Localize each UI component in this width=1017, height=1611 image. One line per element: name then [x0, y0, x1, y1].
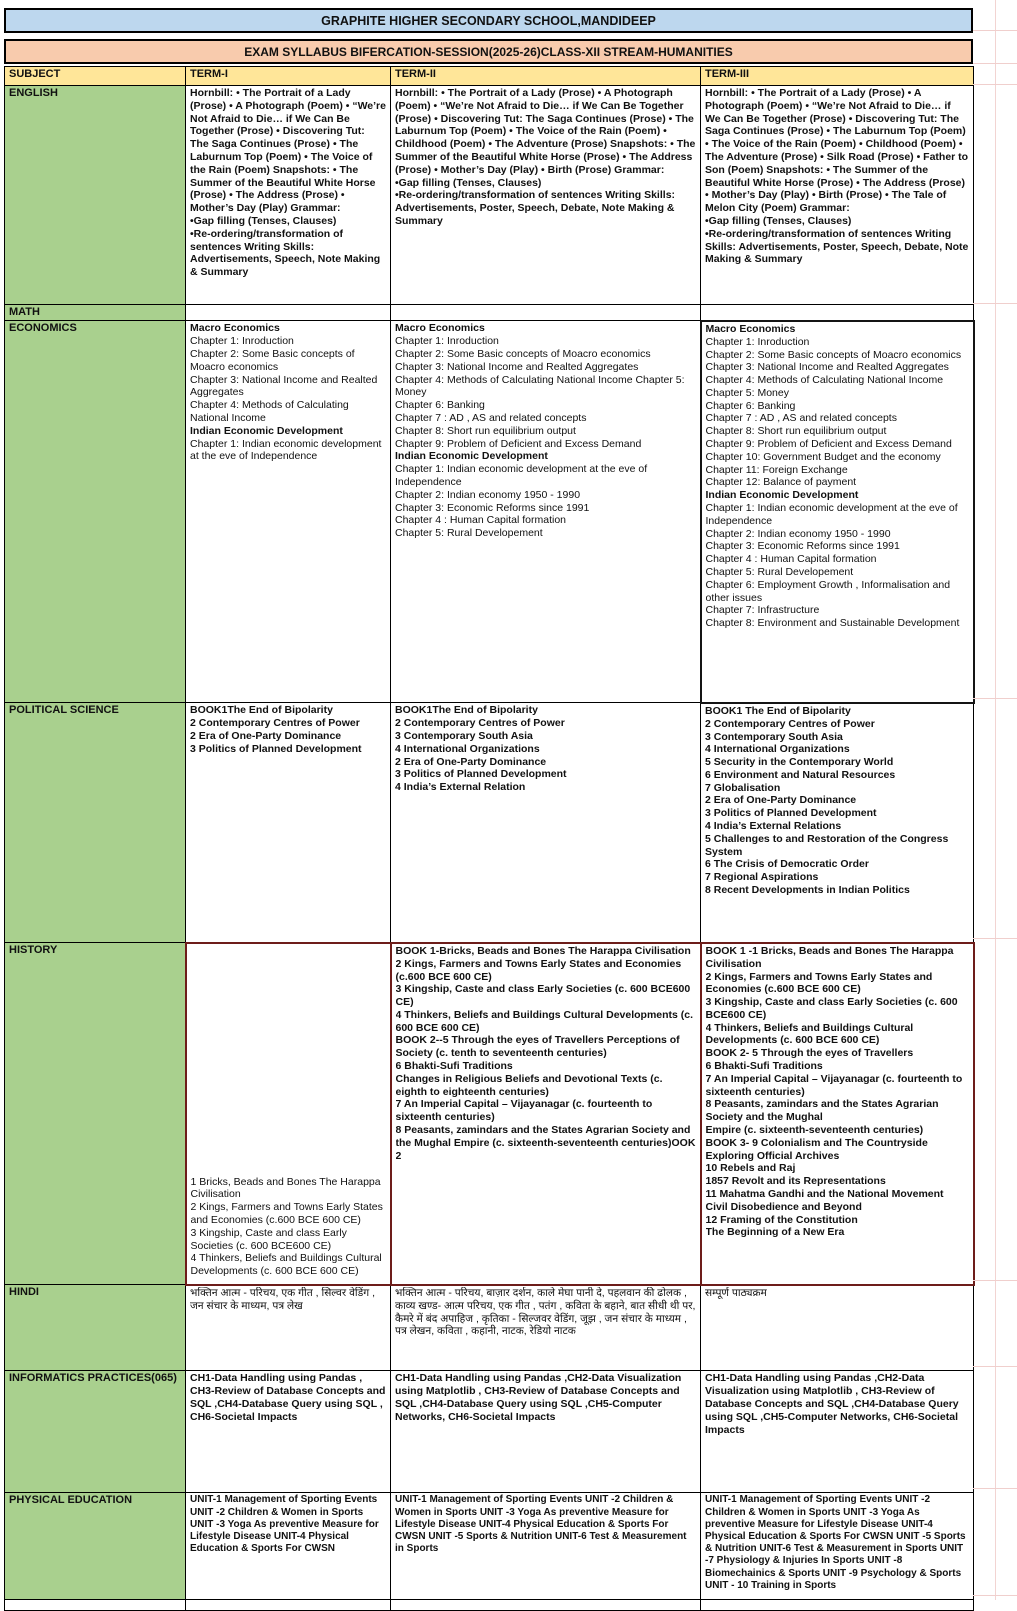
history-term2-text: BOOK 1-Bricks, Beads and Bones The Harappa Civilisation 2 Kings, Farmers and Towns Early States and Economies (c.600 BCE 600 CE) 3 Kingship, Caste and class Early Societies (c. 600 BCE600 CE) 4 Thinkers, Beliefs and Buildings Cultural Developments (c. 600 BCE 600 CE) BOOK 2--5 Through the eyes of Travellers Perceptions of Society (c. tenth to seventeenth centuries) 6 Bhakti-Sufi Traditions Changes in Religious Beliefs and Devotional Texts (c. eighth to eighteenth centuries) 7 An Imperial Capital – Vijayanagar (c. fourteenth to sixteenth centuries) 8 Peasants, zamindars and the States Agrarian Society and the Mughal Empire (c. sixteenth-seventeenth centuries)OOK 2 — [395, 944, 696, 1162]
hindi-term3-text: सम्पूर्ण पाठ्यक्रम — [705, 1286, 767, 1299]
margin-gridline — [973, 84, 1017, 85]
subject-cell-economics: ECONOMICS — [5, 321, 186, 703]
english-term3-text: Hornbill: • The Portrait of a Lady (Prose) • A Photograph (Poem) • “We’re Not Afraid to Die… if We Can Be Together (Prose) • Discovering Tut: The Saga Continues (Prose) • The Laburnum Top (Poem) • The Voice of the Rain (Poem) • Childhood (Poem) • The Adventure (Prose) • Silk Road (Prose) • Father to Son (Poem) Snapshots: • The Summer of the Beautiful White Horse (Prose) • The Address (Prose) • Mother’s Day (Play) • Birth (Prose) • The Tale of Melon City (Poem) Grammar: •Gap filling (Tenses, Clauses) •Re-ordering/transformation of sentences Writing Skills: Advertisements, Poster, Speech, Debate, Note Making & Summary — [705, 87, 969, 266]
cell-political-science-term1 — [186, 703, 391, 943]
margin-gridline — [973, 63, 1017, 64]
cell-math-term2 — [391, 305, 701, 321]
cell-hindi-term1 — [186, 1285, 391, 1371]
english-term2-text: Hornbill: • The Portrait of a Lady (Prose) • A Photograph (Poem) • “We’re Not Afraid to Die… if We Can Be Together (Prose) • Discovering Tut: The Saga Continues (Prose) • The Laburnum Top (Poem) • The Voice of the Rain (Poem) • Childhood (Poem) • The Adventure (Prose) Snapshots: • The Summer of the Beautiful White Horse (Prose) • The Address (Prose) • Mother’s Day (Play) • Birth (Prose) Grammar: •Gap filling (Tenses, Clauses) •Re-ordering/transformation of sentences Writing Skills: Advertisements, Poster, Speech, Debate, Note Making & Summary — [395, 87, 696, 227]
cell-physical-education-term2 — [391, 1493, 701, 1600]
cell-hindi-term3 — [701, 1285, 974, 1371]
column-header-term1: TERM-I — [186, 67, 391, 86]
margin-gridline — [973, 303, 1017, 304]
column-header-row — [5, 67, 974, 86]
table-row-english — [5, 86, 974, 305]
cell-english-term2 — [391, 86, 701, 305]
table-row-physical-education — [5, 1493, 974, 1600]
syllabus-table — [4, 66, 975, 1611]
political-science-term3-text: BOOK1 The End of Bipolarity 2 Contemporary Centres of Power 3 Contemporary South Asia 4 International Organizations 5 Security in the Contemporary World 6 Environment and Natural Resources 7 Globalisation 2 Era of One-Party Dominance 3 Politics of Planned Development 4 India’s External Relations 5 Challenges to and Restoration of the Congress System 6 The Crisis of Democratic Order 7 Regional Aspirations 8 Recent Developments in Indian Politics — [705, 704, 949, 897]
cell-physical-education-term1 — [186, 1493, 391, 1600]
economics-term1-text: Macro Economics Chapter 1: Inroduction Chapter 2: Some Basic concepts of Moacro economics Chapter 3: National Income and Realted Aggregates Chapter 4: Methods of Calculating National Income Indian Economic Development Chapter 1: Indian economic development at the eve of Independence — [190, 322, 382, 463]
subject-cell-informatics-practices: INFORMATICS PRACTICES(065) — [5, 1371, 186, 1493]
subject-cell-political-science: POLITICAL SCIENCE — [5, 703, 186, 943]
margin-gridline — [973, 1366, 1017, 1367]
subject-cell-hindi: HINDI — [5, 1285, 186, 1371]
margin-gridline — [995, 0, 996, 1600]
physical-education-term1-text: UNIT-1 Management of Sporting Events UNIT -2 Children & Women in Sports UNIT -3 Yoga As preventive Measure for Lifestyle Disease UNIT-4 Physical Education & Sports For CWSN — [190, 1494, 379, 1555]
cell-informatics-term2 — [391, 1371, 701, 1493]
table-row-history — [5, 943, 974, 1285]
cell-physical-education-term3 — [701, 1493, 974, 1600]
cell-political-science-term2 — [391, 703, 701, 943]
cell-economics-term3 — [701, 321, 974, 703]
margin-gridline — [973, 938, 1017, 939]
political-science-term2-text: BOOK1The End of Bipolarity 2 Contemporary Centres of Power 3 Contemporary South Asia 4 International Organizations 2 Era of One-Party Dominance 3 Politics of Planned Development 4 India’s External Relation — [395, 704, 567, 794]
margin-gridline — [973, 698, 1017, 699]
margin-gridline — [973, 30, 1017, 31]
margin-gridline — [973, 1488, 1017, 1489]
subject-cell-english: ENGLISH — [5, 86, 186, 305]
cell-math-term3 — [701, 305, 974, 321]
informatics-term2-text: CH1-Data Handling using Pandas ,CH2-Data Visualization using Matplotlib , CH3-Review of Database Concepts and SQL ,CH4-Database Query using SQL ,CH5-Computer Networks, CH6-Societal Impacts — [395, 1372, 682, 1423]
school-title-bar: GRAPHITE HIGHER SECONDARY SCHOOL,MANDIDEEP — [4, 8, 973, 33]
cell-math-term1 — [186, 305, 391, 321]
empty-bottom-row — [5, 1600, 974, 1611]
cell-english-term1 — [186, 86, 391, 305]
cell-history-term1 — [186, 943, 391, 1285]
empty-cell — [186, 1600, 391, 1611]
cell-economics-term1 — [186, 321, 391, 703]
table-row-hindi — [5, 1285, 974, 1371]
column-header-term3: TERM-III — [701, 67, 974, 86]
cell-history-term2 — [391, 943, 701, 1285]
english-term1-text: Hornbill: • The Portrait of a Lady (Prose) • A Photograph (Poem) • “We’re Not Afraid to Die… if We Can Be Together (Prose) • Discovering Tut: The Saga Continues (Prose) • The Laburnum Top (Poem) • The Voice of the Rain (Poem) Snapshots: • The Summer of the Beautiful White Horse (Prose) • The Address (Prose) • Mother’s Day (Play) Grammar: •Gap filling (Tenses, Clauses) •Re-ordering/transformation of sentences Writing Skills: Advertisements, Speech, Note Making & Summary — [190, 87, 386, 279]
empty-cell — [391, 1600, 701, 1611]
subject-cell-math: MATH — [5, 305, 186, 321]
cell-hindi-term2 — [391, 1285, 701, 1371]
economics-term3-text: Macro Economics Chapter 1: Inroduction Chapter 2: Some Basic concepts of Moacro economics Chapter 3: National Income and Realted Aggregates Chapter 4: Methods of Calculating National Income Chapter 5: Money Chapter 6: Banking Chapter 7 : AD , AS and related concepts Chapter 8: Short run equilibrium output Chapter 9: Problem of Deficient and Excess Demand Chapter 10: Government Budget and the economy Chapter 11: Foreign Exchange Chapter 12: Balance of payment Indian Economic Development Chapter 1: Indian economic development at the eve of Independence Chapter 2: Indian economy 1950 - 1990 Chapter 3: Economic Reforms since 1991 Chapter 4 : Human Capital formation Chapter 5: Rural Developement Chapter 6: Employment Growth , Informalisation and other issues Chapter 7: Infrastructure Chapter 8: Environment and Sustainable Development — [705, 322, 962, 630]
margin-gridline — [973, 1595, 1017, 1596]
political-science-term1-text: BOOK1The End of Bipolarity 2 Contemporary Centres of Power 2 Era of One-Party Dominance 3 Politics of Planned Development — [190, 704, 362, 755]
table-row-math — [5, 305, 974, 321]
informatics-term1-text: CH1-Data Handling using Pandas , CH3-Review of Database Concepts and SQL ,CH4-Database Query using SQL , CH6-Societal Impacts — [190, 1372, 386, 1423]
hindi-term1-text: भक्तिन आत्म - परिचय, एक गीत , सिल्वर वेडिंग , जन संचार के माध्यम, पत्र लेख — [190, 1286, 375, 1312]
table-row-economics — [5, 321, 974, 703]
empty-cell — [5, 1600, 186, 1611]
informatics-term3-text: CH1-Data Handling using Pandas ,CH2-Data Visualization using Matplotlib , CH3-Review of Database Concepts and SQL ,CH4-Database Query using SQL ,CH5-Computer Networks, CH6-Societal Impacts — [705, 1372, 959, 1436]
cell-informatics-term1 — [186, 1371, 391, 1493]
cell-political-science-term3 — [701, 703, 974, 943]
physical-education-term3-text: UNIT-1 Management of Sporting Events UNIT -2 Children & Women in Sports UNIT -3 Yoga As preventive Measure for Lifestyle Disease UNIT-4 Physical Education & Sports For CWSN UNIT -5 Sports & Nutrition UNIT-6 Test & Measurement in Sports UNIT -7 Physiology & Injuries In Sports UNIT -8 Biomechainics & Sports UNIT -9 Psychology & Sports UNIT - 10 Training in Sports — [705, 1494, 966, 1591]
table-row-informatics-practices — [5, 1371, 974, 1493]
history-term1-text: 1 Bricks, Beads and Bones The Harappa Civilisation 2 Kings, Farmers and Towns Early States and Economies (c.600 BCE 600 CE) 3 Kingship, Caste and class Early Societies (c. 600 BCE600 CE) 4 Thinkers, Beliefs and Buildings Cultural Developments (c. 600 BCE 600 CE) — [190, 1175, 383, 1278]
cell-english-term3 — [701, 86, 974, 305]
hindi-term2-text: भक्तिन आत्म - परिचय, बाज़ार दर्शन, काले मेघा पानी दे, पहलवान की ढोलक , काव्य खण्ड- आत्म परिचय, एक गीत , पतंग , कविता के बहाने, बात सीधी थी पर, कैमरे में बंद अपाहिज , कृतिका - सिल्जवर वेडिंग, जूझ , जन संचार के माध्यम , पत्र लेखन, कविता , कहानी, नाटक, रेडियो नाटक — [395, 1286, 696, 1338]
table-row-political-science — [5, 703, 974, 943]
cell-history-term3 — [701, 943, 974, 1285]
subject-cell-physical-education: PHYSICAL EDUCATION — [5, 1493, 186, 1600]
cell-informatics-term3 — [701, 1371, 974, 1493]
physical-education-term2-text: UNIT-1 Management of Sporting Events UNIT -2 Children & Women in Sports UNIT -3 Yoga As preventive Measure for Lifestyle Disease UNIT-4 Physical Education & Sports For CWSN UNIT -5 Sports & Nutrition UNIT-6 Test & Measurement in Sports — [395, 1494, 687, 1555]
history-term3-text: BOOK 1 -1 Bricks, Beads and Bones The Harappa Civilisation 2 Kings, Farmers and Towns Early States and Economies (c.600 BCE 600 CE) 3 Kingship, Caste and class Early Societies (c. 600 BCE600 CE) 4 Thinkers, Beliefs and Buildings Cultural Developments (c. 600 BCE 600 CE) BOOK 2- 5 Through the eyes of Travellers 6 Bhakti-Sufi Traditions 7 An Imperial Capital – Vijayanagar (c. fourteenth to sixteenth centuries) 8 Peasants, zamindars and the States Agrarian Society and the Mughal Empire (c. sixteenth-seventeenth centuries) BOOK 3- 9 Colonialism and The Countryside Exploring Official Archives 10 Rebels and Raj 1857 Revolt and its Representations 11 Mahatma Gandhi and the National Movement Civil Disobedience and Beyond 12 Framing of the Constitution The Beginning of a New Era — [705, 944, 963, 1239]
economics-term2-text: Macro Economics Chapter 1: Inroduction Chapter 2: Some Basic concepts of Moacro economics Chapter 3: National Income and Realted Aggregates Chapter 4: Methods of Calculating National Income Chapter 5: Money Chapter 6: Banking Chapter 7 : AD , AS and related concepts Chapter 8: Short run equilibrium output Chapter 9: Problem of Deficient and Excess Demand Indian Economic Development Chapter 1: Indian economic development at the eve of Independence Chapter 2: Indian economy 1950 - 1990 Chapter 3: Economic Reforms since 1991 Chapter 4 : Human Capital formation Chapter 5: Rural Developement — [395, 322, 685, 540]
page-right-margin — [973, 0, 1017, 1600]
subject-cell-history: HISTORY — [5, 943, 186, 1285]
cell-economics-term2 — [391, 321, 701, 703]
column-header-subject: SUBJECT — [5, 67, 186, 86]
margin-gridline — [973, 1280, 1017, 1281]
syllabus-sheet — [4, 8, 973, 1611]
exam-subtitle-bar: EXAM SYLLABUS BIFERCATION-SESSION(2025-26)CLASS-XII STREAM-HUMANITIES — [4, 39, 973, 64]
empty-cell — [701, 1600, 974, 1611]
column-header-term2: TERM-II — [391, 67, 701, 86]
